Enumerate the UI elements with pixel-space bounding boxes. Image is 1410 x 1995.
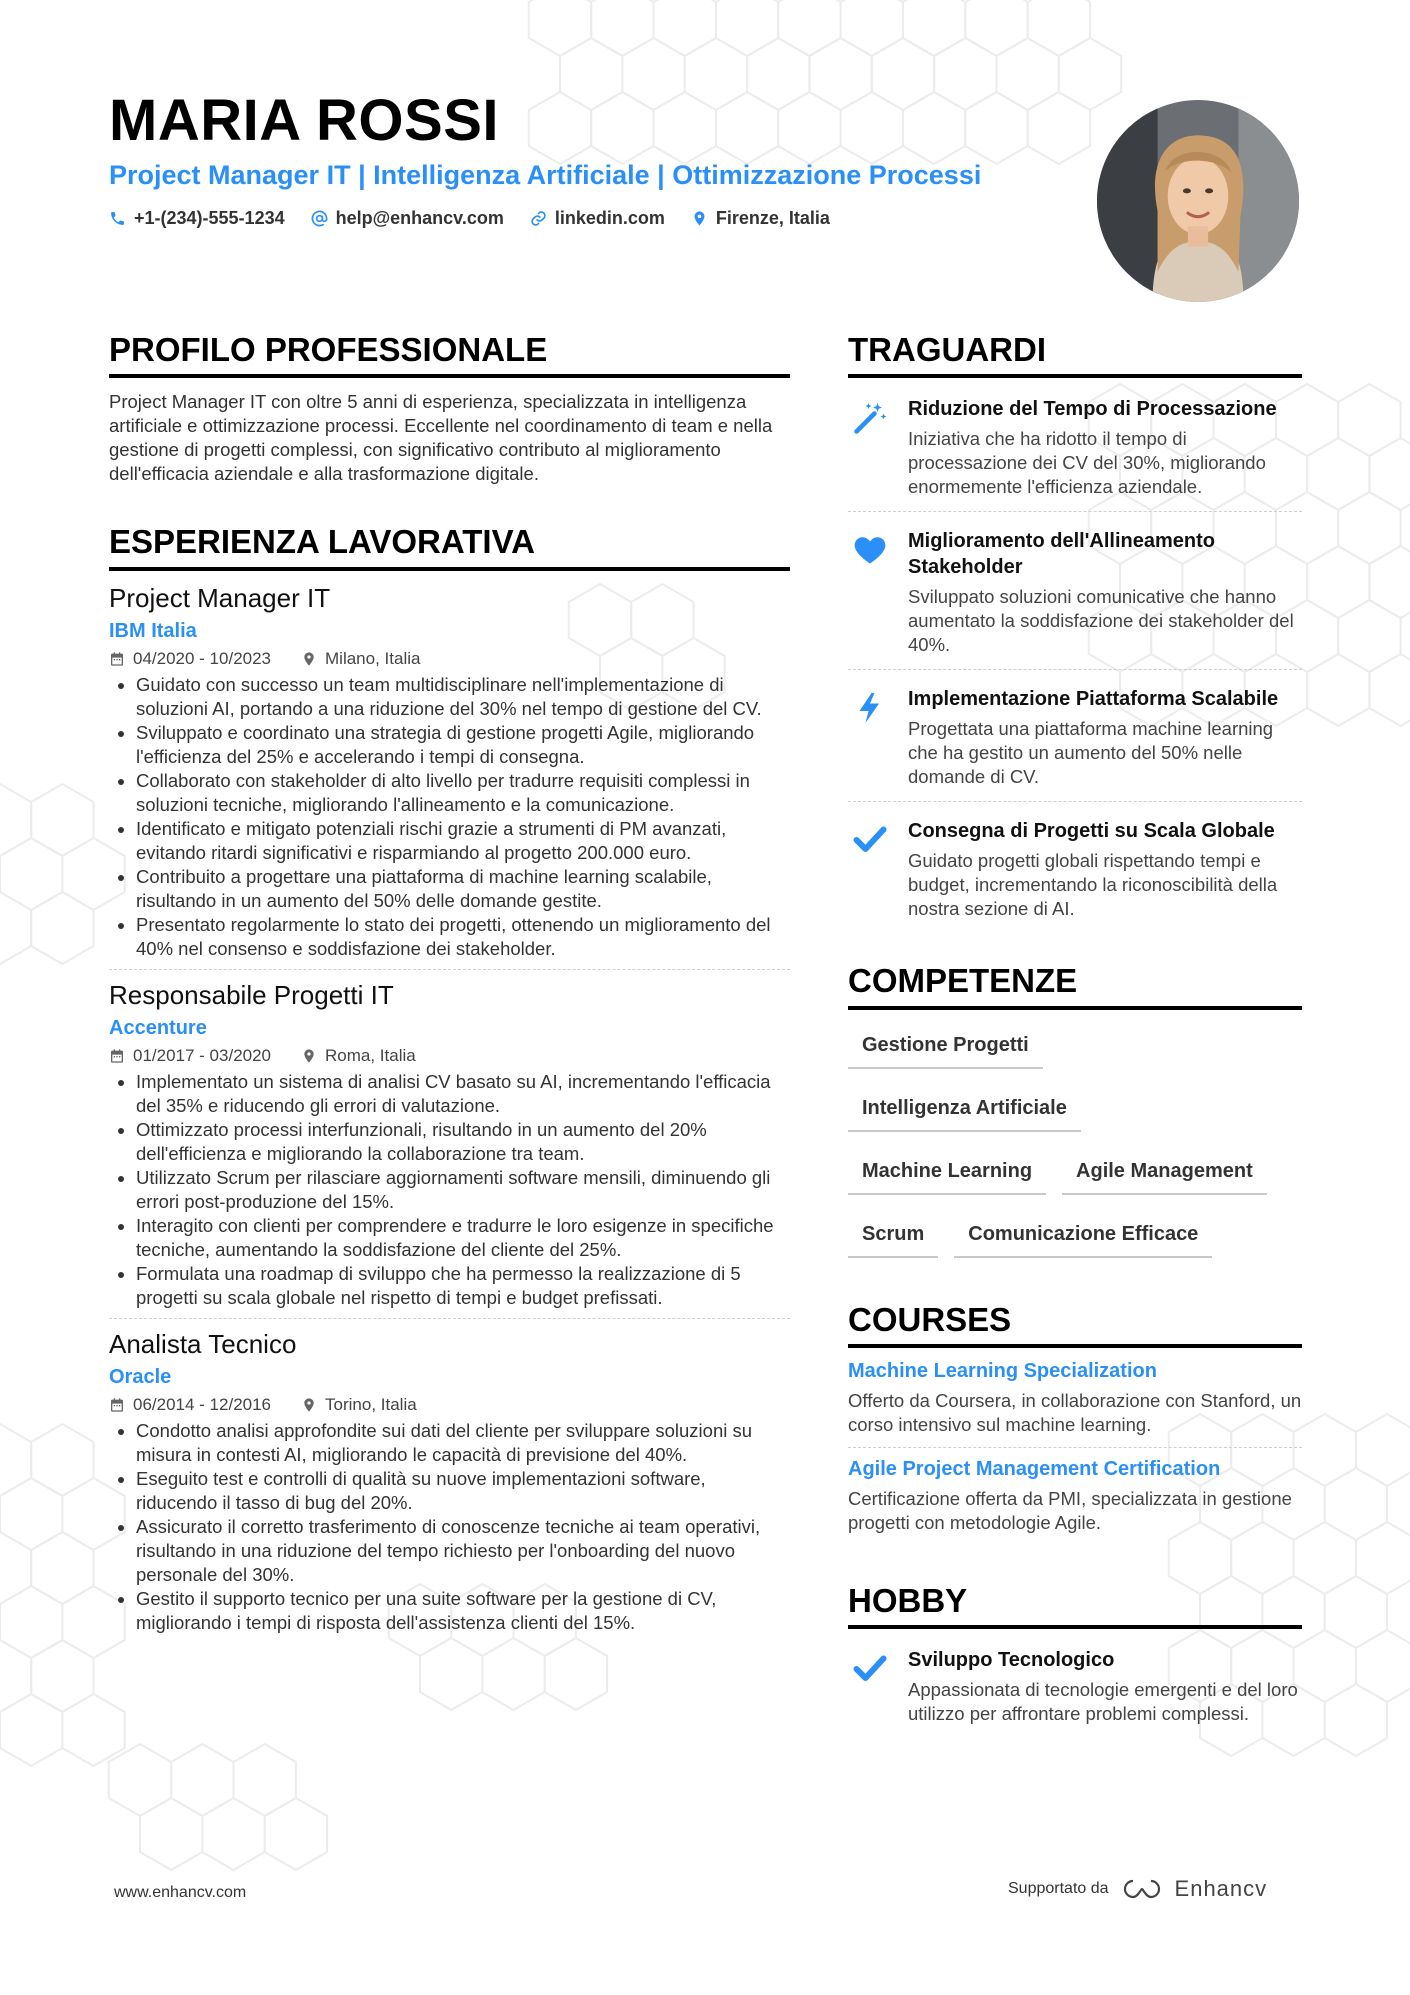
brand-name: Enhancv bbox=[1174, 1876, 1268, 1901]
calendar-icon bbox=[109, 1048, 125, 1064]
skill-tag: Scrum bbox=[848, 1219, 938, 1258]
job-bullets bbox=[109, 1419, 790, 1635]
phone-icon bbox=[109, 210, 126, 227]
course-title[interactable]: Machine Learning Specialization bbox=[848, 1359, 1157, 1382]
bullet-item: • Presentato regolarmente lo stato dei progetti, ottenendo un miglioramento del 40% nel consenso e soddisfazione dei stakeholder. bbox=[136, 913, 790, 961]
at-sign-icon bbox=[311, 210, 328, 227]
job-entry bbox=[109, 1329, 790, 1643]
skills-list bbox=[848, 1030, 1302, 1258]
job-meta bbox=[109, 649, 790, 669]
job-title: Analista Tecnico bbox=[109, 1328, 297, 1359]
skill-tag: Gestione Progetti bbox=[848, 1030, 1043, 1069]
achievement-title: Riduzione del Tempo di Processazione bbox=[908, 398, 1277, 421]
linkedin-text: linkedin.com bbox=[554, 208, 665, 228]
right-column bbox=[848, 332, 1302, 1748]
course-item bbox=[848, 1360, 1302, 1448]
job-location: Roma, Italia bbox=[325, 1045, 416, 1065]
email-text: help@enhancv.com bbox=[335, 208, 504, 228]
lightning-icon bbox=[852, 690, 888, 726]
courses-section-title: COURSES bbox=[848, 1302, 1302, 1348]
location-text: Firenze, Italia bbox=[715, 208, 830, 228]
bullet-item: • Ottimizzato processi interfunzionali, risultando in un aumento del 20% dell'efficienza e migliorando la collaborazione tra team. bbox=[136, 1118, 790, 1166]
footer-website[interactable]: www.enhancv.com bbox=[114, 1884, 247, 1901]
job-entry bbox=[109, 583, 790, 970]
bullet-item: • Condotto analisi approfondite sui dati del cliente per sviluppare soluzioni su misura in contesti AI, migliorando le capacità di previsione del 40%. bbox=[136, 1419, 790, 1467]
skill-tag: Machine Learning bbox=[848, 1156, 1046, 1195]
hobby-item bbox=[848, 1641, 1302, 1738]
bullet-item: • Assicurato il corretto trasferimento di conoscenze tecniche ai team operativi, risultando in una riduzione del tempo richiesto per l'onboarding del nuovo personale del 30%. bbox=[136, 1515, 790, 1587]
skills-section-title: COMPETENZE bbox=[848, 963, 1302, 1009]
job-bullets bbox=[109, 1070, 790, 1310]
course-item bbox=[848, 1458, 1302, 1545]
contact-bar bbox=[109, 208, 830, 229]
left-column bbox=[109, 332, 790, 1653]
bullet-item: • Gestito il supporto tecnico per una suite software per la gestione di CV, migliorando i tempi di risposta dell'assistenza clienti del 15%. bbox=[136, 1587, 790, 1635]
calendar-icon bbox=[109, 651, 125, 667]
course-title[interactable]: Agile Project Management Certification bbox=[848, 1457, 1221, 1480]
achievements-section-title: TRAGUARDI bbox=[848, 332, 1302, 378]
contact-location bbox=[691, 208, 830, 229]
bullet-item: • Eseguito test e controlli di qualità su nuove implementazioni software, riducendo il tasso di bug del 20%. bbox=[136, 1467, 790, 1515]
map-pin-icon bbox=[691, 210, 708, 227]
job-dates: 01/2017 - 03/2020 bbox=[133, 1045, 272, 1065]
candidate-name: MARIA ROSSI bbox=[109, 88, 500, 153]
achievement-title: Implementazione Piattaforma Scalabile bbox=[908, 688, 1279, 711]
achievement-title: Miglioramento dell'Allineamento Stakeholder bbox=[908, 530, 1216, 579]
job-dates: 06/2014 - 12/2016 bbox=[133, 1394, 272, 1414]
achievement-title: Consegna di Progetti su Scala Globale bbox=[908, 820, 1275, 843]
bullet-item: • Implementato un sistema di analisi CV basato su AI, incrementando l'efficacia del 35% e riducendo gli errori di valutazione. bbox=[136, 1070, 790, 1118]
company-name[interactable]: IBM Italia bbox=[109, 619, 197, 642]
magic-wand-icon bbox=[852, 400, 888, 436]
achievement-description: Sviluppato soluzioni comunicative che hanno aumentato la soddisfazione dei stakeholder del 40%. bbox=[908, 586, 1294, 656]
portrait-image bbox=[1097, 100, 1299, 302]
job-title: Responsabile Progetti IT bbox=[109, 979, 394, 1010]
achievement-description: Iniziativa che ha ridotto il tempo di processazione dei CV del 30%, migliorando enormemente l'efficienza aziendale. bbox=[908, 428, 1266, 498]
map-pin-icon bbox=[301, 1397, 317, 1413]
bullet-item: • Sviluppato e coordinato una strategia di gestione progetti Agile, migliorando l'efficienza del 25% e accelerando i tempi di consegna. bbox=[136, 721, 790, 769]
achievement-item bbox=[848, 680, 1302, 802]
achievement-item bbox=[848, 390, 1302, 512]
company-name[interactable]: Oracle bbox=[109, 1365, 172, 1388]
map-pin-icon bbox=[301, 1048, 317, 1064]
hobby-section-title: HOBBY bbox=[848, 1583, 1302, 1629]
skill-tag: Intelligenza Artificiale bbox=[848, 1093, 1081, 1132]
bullet-item: • Formulata una roadmap di sviluppo che ha permesso la realizzazione di 5 progetti su scala globale nel rispetto di tempi e budget prefissati. bbox=[136, 1262, 790, 1310]
heart-icon bbox=[852, 532, 888, 568]
achievement-item bbox=[848, 812, 1302, 933]
bullet-item: • Contribuito a progettare una piattaforma di machine learning scalabile, risultando in un aumento del 50% delle domande gestite. bbox=[136, 865, 790, 913]
job-entry bbox=[109, 980, 790, 1319]
job-title: Project Manager IT bbox=[109, 582, 331, 613]
phone-text: +1-(234)-555-1234 bbox=[134, 208, 285, 228]
job-bullets bbox=[109, 673, 790, 961]
achievement-description: Progettata una piattaforma machine learning che ha gestito un aumento del 50% nelle domande di CV. bbox=[908, 718, 1274, 788]
job-location: Milano, Italia bbox=[325, 648, 421, 668]
contact-email[interactable] bbox=[311, 208, 504, 229]
profile-section-title: PROFILO PROFESSIONALE bbox=[109, 332, 790, 378]
profile-summary: Project Manager IT con oltre 5 anni di esperienza, specializzata in intelligenza artificiale e ottimizzazione processi. Eccellente nel coordinamento di team e nella gestione di progetti complessi, con significativo contributo al miglioramento dell'efficacia aziendale e alla trasformazione digitale. bbox=[109, 391, 773, 485]
bullet-item: • Utilizzato Scrum per rilasciare aggiornamenti software mensili, diminuendo gli errori post-produzione del 15%. bbox=[136, 1166, 790, 1214]
bullet-item: • Collaborato con stakeholder di alto livello per tradurre requisiti complessi in soluzioni tecniche, migliorando l'allineamento e la comunicazione. bbox=[136, 769, 790, 817]
bullet-item: • Interagito con clienti per comprendere e tradurre le loro esigenze in specifiche tecniche, aumentando la soddisfazione del cliente del 25%. bbox=[136, 1214, 790, 1262]
link-icon bbox=[530, 210, 547, 227]
job-dates: 04/2020 - 10/2023 bbox=[133, 648, 272, 668]
job-meta bbox=[109, 1395, 790, 1415]
bullet-item: • Identificato e mitigato potenziali rischi grazie a strumenti di PM avanzati, evitando ritardi significativi e risparmiando al progetto 200.000 euro. bbox=[136, 817, 790, 865]
experience-section-title: ESPERIENZA LAVORATIVA bbox=[109, 524, 790, 570]
profile-photo bbox=[1097, 100, 1299, 302]
footer-powered-by[interactable] bbox=[1008, 1876, 1267, 1902]
skill-tag: Comunicazione Efficace bbox=[954, 1219, 1212, 1258]
skill-tag: Agile Management bbox=[1062, 1156, 1267, 1195]
map-pin-icon bbox=[301, 651, 317, 667]
calendar-icon bbox=[109, 1397, 125, 1413]
checkmark-icon bbox=[852, 1651, 888, 1687]
hobby-description: Appassionata di tecnologie emergenti e del loro utilizzo per affrontare problemi complessi. bbox=[908, 1679, 1298, 1725]
company-name[interactable]: Accenture bbox=[109, 1016, 207, 1039]
checkmark-icon bbox=[852, 822, 888, 858]
job-location: Torino, Italia bbox=[325, 1394, 417, 1414]
achievement-item bbox=[848, 522, 1302, 670]
course-description: Offerto da Coursera, in collaborazione con Stanford, un corso intensivo sul machine learning. bbox=[848, 1389, 1302, 1435]
job-meta bbox=[109, 1046, 790, 1066]
bullet-item: • Guidato con successo un team multidisciplinare nell'implementazione di soluzioni AI, portando a una riduzione del 30% nel tempo di gestione del CV. bbox=[136, 673, 790, 721]
contact-linkedin[interactable] bbox=[530, 208, 665, 229]
course-description: Certificazione offerta da PMI, specializzata in gestione progetti con metodologie Agile. bbox=[848, 1487, 1292, 1533]
enhancv-logo-icon bbox=[1119, 1877, 1165, 1901]
headline: Project Manager IT | Intelligenza Artificiale | Ottimizzazione Processi bbox=[109, 160, 982, 190]
powered-by-label: Supportato da bbox=[1008, 1880, 1109, 1897]
hobby-title: Sviluppo Tecnologico bbox=[908, 1649, 1115, 1672]
contact-phone[interactable] bbox=[109, 208, 285, 229]
achievement-description: Guidato progetti globali rispettando tempi e budget, incrementando la riconoscibilità della nostra sezione di AI. bbox=[908, 850, 1278, 920]
